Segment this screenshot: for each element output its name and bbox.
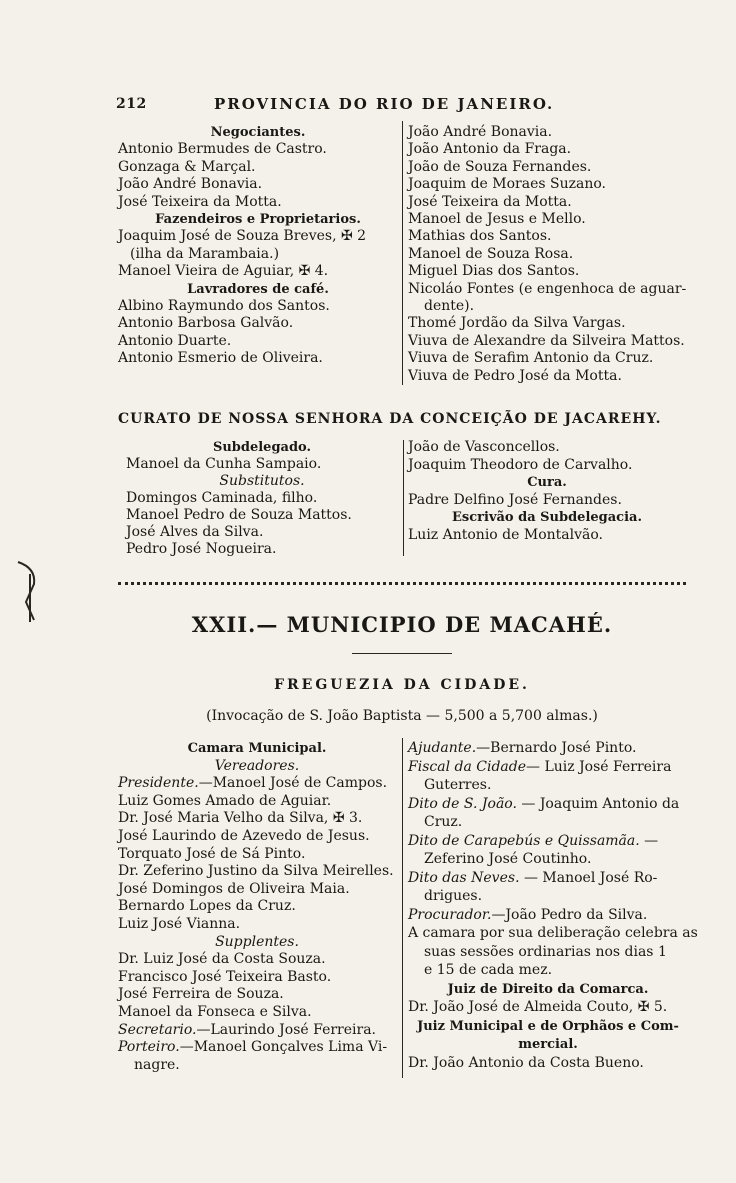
entry: Manoel Pedro de Souza Mattos. bbox=[126, 507, 352, 523]
entry: Viuva de Alexandre da Silveira Mattos. bbox=[408, 332, 685, 349]
entry-text: — Manoel José Ro- bbox=[519, 869, 658, 886]
entry: José Domingos de Oliveira Maia. bbox=[118, 880, 350, 897]
entry-label: Ajudante. bbox=[408, 740, 477, 756]
title-rule bbox=[352, 653, 452, 654]
entry-label: Dito de S. João. bbox=[408, 795, 517, 812]
entry: Domingos Caminada, filho. bbox=[126, 490, 318, 506]
entry-continuation: Guterres. bbox=[424, 777, 492, 793]
entry-label: Procurador. bbox=[408, 906, 492, 923]
entry: Luiz Antonio de Montalvão. bbox=[408, 526, 603, 543]
subheading: Subdelegado. bbox=[212, 440, 312, 455]
entry: Francisco José Teixeira Basto. bbox=[118, 968, 332, 985]
italic-subheading: Supplentes. bbox=[215, 933, 299, 950]
entry-text: — Luiz José Ferreira bbox=[526, 758, 672, 775]
entry: Antonio Esmerio de Oliveira. bbox=[118, 350, 323, 367]
entry: Joaquim de Moraes Suzano. bbox=[408, 176, 606, 193]
entry: José Teixeira da Motta. bbox=[408, 193, 572, 210]
entry: Dr. Luiz José da Costa Souza. bbox=[118, 951, 326, 968]
italic-subheading: Vereadores. bbox=[214, 757, 300, 774]
labelled-entry bbox=[408, 759, 671, 776]
entry: A camara por sua deliberação celebra as bbox=[408, 925, 698, 941]
entry-continuation: nagre. bbox=[134, 1056, 180, 1073]
entry: Miguel Dias dos Santos. bbox=[408, 263, 580, 280]
entry: Dr. João Antonio da Costa Bueno. bbox=[408, 1054, 644, 1071]
invocacao-line: (Invocação de S. João Baptista — 5,500 a 5,700 almas.) bbox=[206, 708, 598, 724]
entry: João André Bonavia. bbox=[408, 124, 553, 140]
entry-label: Dito de Carapebús e Quissamãa. bbox=[408, 832, 640, 849]
labelled-entry bbox=[118, 1039, 387, 1056]
entry: Joaquim Theodoro de Carvalho. bbox=[408, 456, 633, 473]
labelled-entry bbox=[118, 775, 387, 792]
entry: Bernardo Lopes da Cruz. bbox=[118, 898, 296, 915]
entry: José Ferreira de Souza. bbox=[118, 986, 284, 1003]
entry: João de Vasconcellos. bbox=[408, 439, 560, 455]
entry: Dr. José Maria Velho da Silva, ✠ 3. bbox=[118, 810, 363, 827]
labelled-entry bbox=[408, 907, 647, 924]
entry-label: Presidente. bbox=[118, 775, 199, 792]
entry: Manoel da Fonseca e Silva. bbox=[118, 1004, 312, 1020]
entry: Antonio Duarte. bbox=[118, 332, 232, 349]
entry: Torquato José de Sá Pinto. bbox=[118, 845, 306, 862]
entry-text: —Manoel José de Campos. bbox=[198, 775, 388, 792]
column-divider bbox=[402, 121, 403, 385]
entry-continuation: Cruz. bbox=[424, 814, 463, 830]
entry: Manoel da Cunha Sampaio. bbox=[126, 456, 322, 472]
subheading: Juiz de Direito da Comarca. bbox=[447, 981, 649, 997]
entry: Viuva de Serafim Antonio da Cruz. bbox=[408, 350, 654, 367]
entry: José Teixeira da Motta. bbox=[118, 193, 282, 210]
column-divider bbox=[402, 738, 403, 1078]
decorative-wavy-rule bbox=[118, 582, 686, 593]
entry: Pedro José Nogueira. bbox=[126, 541, 277, 557]
entry-text: — Joaquim Antonio da bbox=[516, 795, 680, 812]
entry-continuation: suas sessões ordinarias nos dias 1 bbox=[424, 943, 667, 960]
subheading: Fazendeiros e Proprietarios. bbox=[155, 212, 361, 227]
subheading: Negociantes. bbox=[210, 125, 306, 140]
subheading: Escrivão da Subdelegacia. bbox=[452, 510, 642, 525]
curato-title: CURATO DE NOSSA SENHORA DA CONCEIÇÃO DE JACAREHY. bbox=[118, 411, 662, 427]
entry-label: Fiscal da Cidade bbox=[408, 758, 526, 775]
entry-text: —Bernardo José Pinto. bbox=[476, 740, 637, 756]
entry: Nicoláo Fontes (e engenhoca de aguar- bbox=[408, 280, 687, 297]
entry-continuation: drigues. bbox=[424, 888, 483, 904]
subheading: Cura. bbox=[527, 475, 567, 490]
entry-label: Dito das Neves. bbox=[408, 869, 520, 886]
entry-text: —Manoel Gonçalves Lima Vi- bbox=[179, 1039, 388, 1056]
entry-label: Porteiro. bbox=[118, 1039, 180, 1056]
entry-text: —João Pedro da Silva. bbox=[491, 906, 648, 923]
entry: José Laurindo de Azevedo de Jesus. bbox=[118, 828, 370, 844]
margin-bracket-mark bbox=[14, 560, 44, 630]
entry: Joaquim José de Souza Breves, ✠ 2 bbox=[118, 228, 367, 245]
entry-text: —Laurindo José Ferreira. bbox=[196, 1021, 377, 1038]
entry: Manoel de Jesus e Mello. bbox=[408, 211, 586, 227]
entry: Albino Raymundo dos Santos. bbox=[118, 298, 330, 314]
freguezia-title: FREGUEZIA DA CIDADE. bbox=[274, 677, 530, 693]
column-divider bbox=[403, 440, 404, 556]
labelled-entry bbox=[408, 796, 679, 813]
entry: João de Souza Fernandes. bbox=[408, 158, 592, 175]
subheading: Juiz Municipal e de Orphãos e Com- bbox=[417, 1018, 679, 1034]
entry-text: — bbox=[639, 832, 659, 849]
subheading: mercial. bbox=[518, 1037, 578, 1052]
subheading: Camara Municipal. bbox=[187, 741, 327, 756]
page-number: 212 bbox=[116, 96, 147, 112]
entry-continuation: e 15 de cada mez. bbox=[424, 962, 553, 978]
labelled-entry bbox=[408, 833, 658, 850]
entry: João André Bonavia. bbox=[118, 176, 263, 193]
entry: Luiz José Vianna. bbox=[118, 916, 241, 932]
entry: Manoel Vieira de Aguiar, ✠ 4. bbox=[118, 263, 329, 280]
municipio-title: XXII.— MUNICIPIO DE MACAHÉ. bbox=[191, 612, 613, 637]
entry: Antonio Barbosa Galvão. bbox=[118, 315, 294, 332]
entry: Padre Delfino José Fernandes. bbox=[408, 491, 622, 508]
labelled-entry bbox=[118, 1022, 376, 1039]
entry: Manoel de Souza Rosa. bbox=[408, 245, 574, 262]
subheading: Lavradores de café. bbox=[187, 281, 329, 297]
entry: Mathias dos Santos. bbox=[408, 228, 552, 245]
entry: Viuva de Pedro José da Motta. bbox=[408, 367, 622, 384]
entry: Dr. João José de Almeida Couto, ✠ 5. bbox=[408, 999, 668, 1015]
labelled-entry bbox=[408, 740, 636, 757]
labelled-entry bbox=[408, 870, 657, 887]
entry: Gonzaga & Marçal. bbox=[118, 158, 256, 175]
entry: Antonio Bermudes de Castro. bbox=[118, 141, 327, 158]
entry: João Antonio da Fraga. bbox=[408, 141, 572, 158]
entry: dente). bbox=[424, 298, 475, 314]
italic-subheading: Substitutos. bbox=[219, 473, 305, 489]
entry: Thomé Jordão da Silva Vargas. bbox=[408, 315, 626, 332]
entry: Luiz Gomes Amado de Aguiar. bbox=[118, 792, 332, 809]
entry: José Alves da Silva. bbox=[126, 524, 264, 540]
entry: Dr. Zeferino Justino da Silva Meirelles. bbox=[118, 863, 394, 880]
entry: (ilha da Marambaia.) bbox=[130, 245, 280, 262]
entry-label: Secretario. bbox=[118, 1021, 197, 1038]
entry-continuation: Zeferino José Coutinho. bbox=[424, 851, 592, 867]
running-header-title: PROVINCIA DO RIO DE JANEIRO. bbox=[214, 95, 555, 113]
